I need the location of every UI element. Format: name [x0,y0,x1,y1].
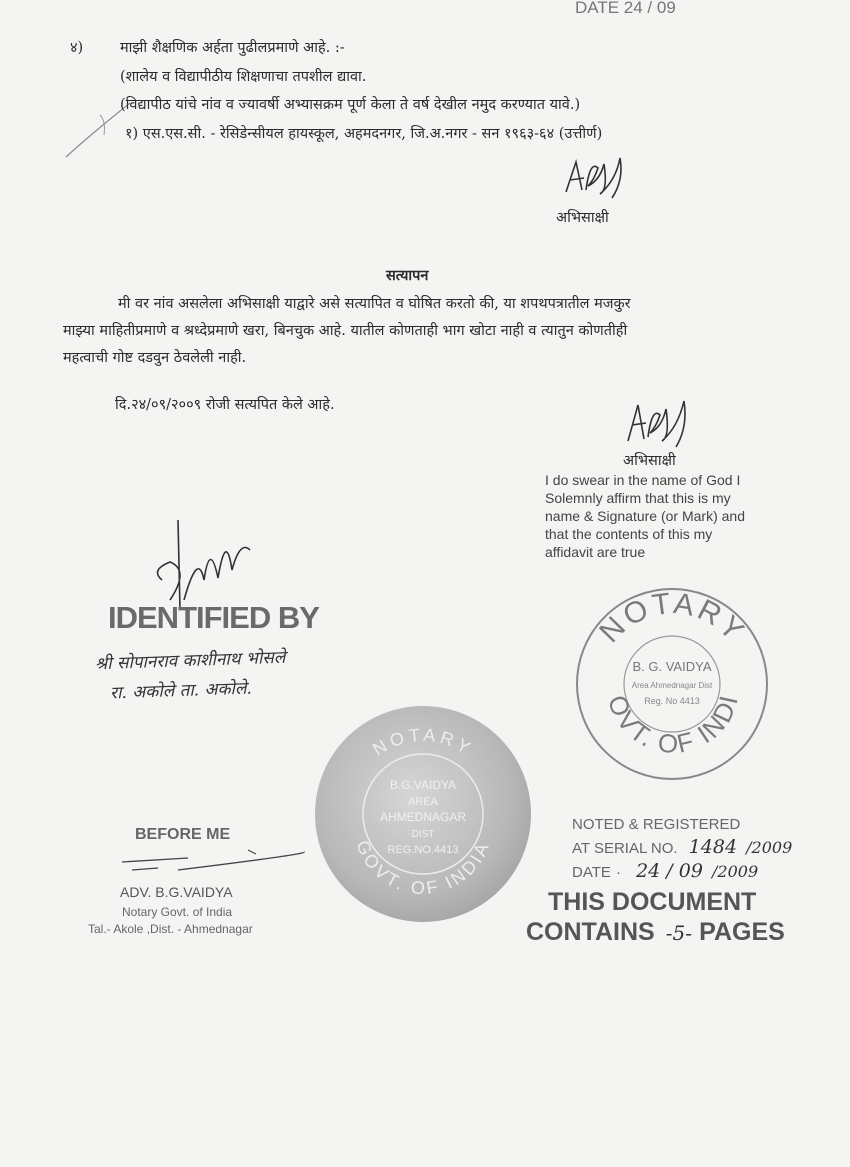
deponent-label-2: अभिसाक्षी [623,453,676,469]
notary-initials [118,848,318,878]
date-value: 24 / 09 [636,860,703,882]
svg-text:NOTARY [593,587,751,649]
serial-label: AT SERIAL NO. [572,840,678,857]
section-heading: माझी शैक्षणिक अर्हता पुढीलप्रमाणे आहे. :- [120,40,345,56]
education-instruction-2: (विद्यापीठ यांचे नांव व ज्यावर्षी अभ्यासक्रम पूर्ण केला ते वर्ष देखील नमुद करण्यात यावे.) [120,97,581,113]
seal-top-text: NOTARY [593,586,752,650]
embossed-seal [312,703,534,925]
date-year: /2009 [712,862,759,881]
date-label: DATE [572,864,611,881]
deponent-signature-2 [620,395,700,451]
embossed-line: REG.NO.4413 [387,844,459,856]
contains-label: CONTAINS [526,918,655,946]
deponent-signature-1 [560,150,630,202]
education-instruction-1: (शालेय व विद्यापीठीय शिक्षणाचा तपशील द्यावा. [120,69,367,85]
embossed-line: B.G.VAIDYA [389,778,457,792]
embossed-line: AREA [408,796,438,808]
identified-by-stamp: IDENTIFIED BY [108,600,319,635]
notary-title: Notary Govt. of India [122,905,233,919]
pages-value: -5- [665,921,693,945]
section-number: ४) [70,40,84,56]
pages-label: PAGES [699,918,785,946]
embossed-line: AHMEDNAGAR [379,810,467,824]
serial-value: 1484 [688,836,738,858]
before-me-label: BEFORE ME [135,826,231,843]
seal-bottom-text: OVT. OF INDI [601,691,745,760]
top-date-stamp: DATE 24 / 09 [575,0,676,17]
oath-line: Solemnly affirm that this is my [545,490,731,506]
verification-para-line3: महत्वाची गोष्ट दडवुन ठेवलेली नाही. [63,350,247,366]
embossed-top-text: NOTARY [369,724,477,760]
verification-title: सत्यापन [386,267,429,284]
identifier-address-handwritten: रा. अकोले ता. अकोले. [109,678,253,704]
verification-para-line2: माझ्या माहितीप्रमाणे व श्रध्देप्रमाणे खरा, बिनचुक आहे. यातील कोणताही भाग खोटा नाही व त्यातुन कोणतीही [63,323,628,339]
notary-seal [570,586,775,781]
serial-year: /2009 [746,838,793,857]
serial-row [572,836,792,858]
seal-area: Area Ahmednagar Dist [631,681,713,690]
identifier-name-handwritten: श्री सोपानराव काशीनाथ भोसले [94,647,286,675]
notary-address: Tal.- Akole ,Dist. - Ahmednagar [88,922,253,936]
deponent-label-1: अभिसाक्षी [556,210,609,226]
oath-line: I do swear in the name of God I [545,472,741,488]
seal-reg: Reg. No 4413 [644,696,700,706]
date-row: DATE · 24 / 09 /2009 [572,860,759,882]
embossed-bottom-text: GOVT. OF INDIA [352,837,494,899]
education-entry-ssc: १) एस.एस.सी. - रेसिडेन्सीयल हायस्कूल, अहमदनगर, जि.अ.नगर - सन १९६३-६४ (उत्तीर्ण) [125,126,603,142]
doc-contains-line1: THIS DOCUMENT [548,888,757,916]
embossed-line: DIST [411,829,435,840]
oath-line: name & Signature (or Mark) and [545,508,745,524]
notary-name: ADV. B.G.VAIDYA [120,884,233,900]
noted-registered-heading: NOTED & REGISTERED [572,816,741,833]
oath-stamp [545,471,745,561]
verification-date-line: दि.२४/०९/२००९ रोजी सत्यपित केले आहे. [115,397,335,413]
seal-name: B. G. VAIDYA [632,659,712,674]
oath-line: affidavit are true [545,544,646,560]
oath-line: that the contents of this my [545,526,713,542]
doc-contains-line2 [526,918,785,947]
verification-para-line1: मी वर नांव असलेला अभिसाक्षी याद्वारे असे सत्यापित व घोषित करतो की, या शपथपत्रातील मजकुर [118,296,631,312]
